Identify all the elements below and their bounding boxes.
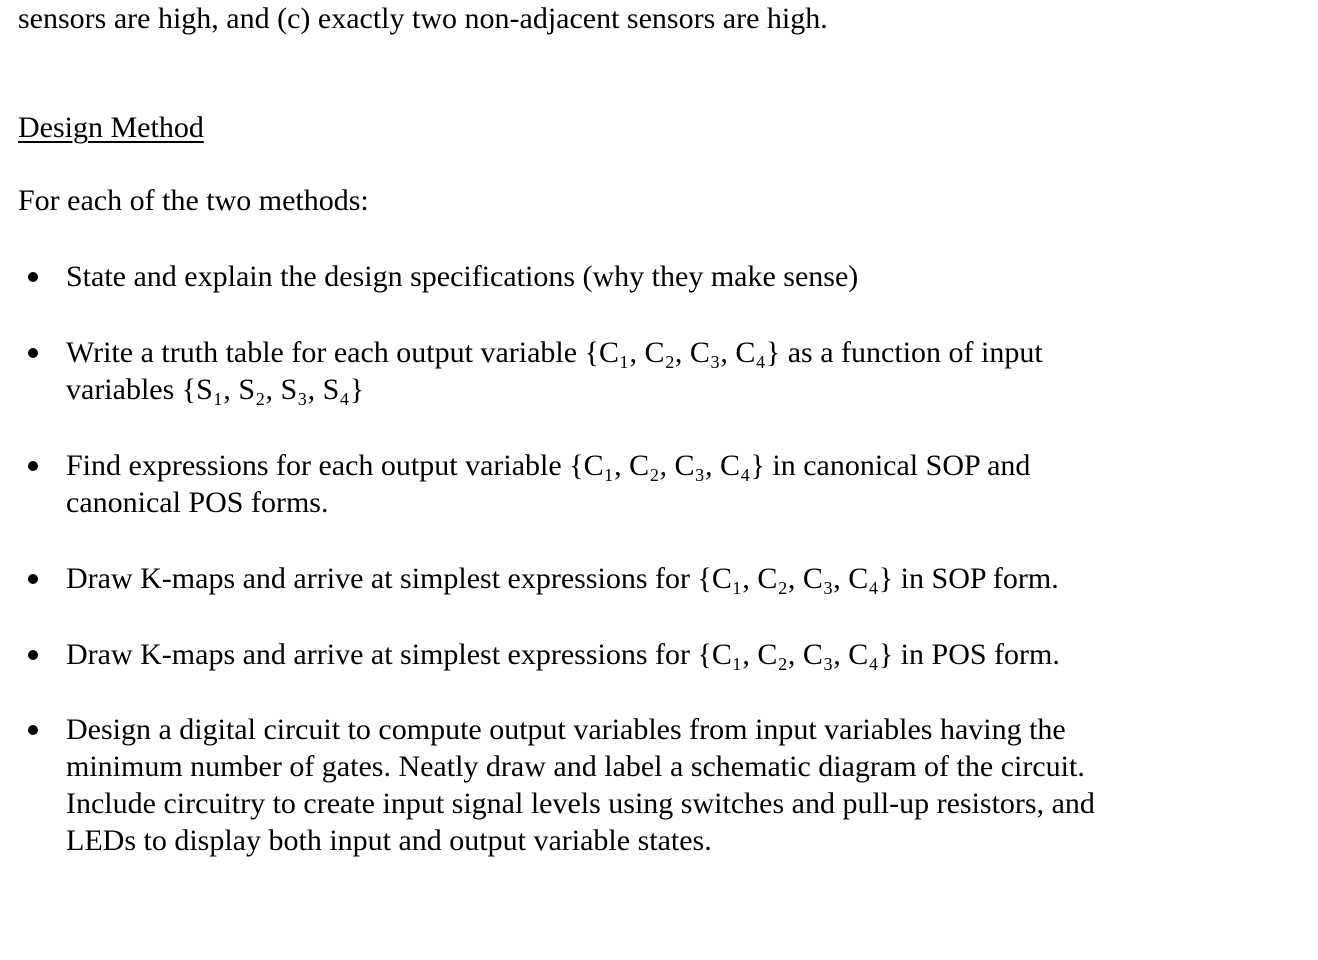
bullet-line: variables {S₁, S₂, S₃, S₄} <box>66 373 365 406</box>
bullet-line: Draw K-maps and arrive at simplest expressions for {C₁, C₂, C₃, C₄} in SOP form. <box>66 562 1059 595</box>
bullet-line: Find expressions for each output variable {C₁, C₂, C₃, C₄} in canonical SOP and <box>66 449 1031 482</box>
bullet-line: Include circuitry to create input signal levels using switches and pull-up resistors, and <box>66 787 1095 820</box>
bullet-line: State and explain the design specifications (why they make sense) <box>66 260 859 293</box>
bullet-text <box>66 711 1296 859</box>
bullet-icon <box>28 348 38 358</box>
bullet-line: Draw K-maps and arrive at simplest expressions for {C₁, C₂, C₃, C₄} in POS form. <box>66 638 1060 671</box>
bullet-line: canonical POS forms. <box>66 486 329 519</box>
section-heading: Design Method <box>18 111 204 144</box>
bullet-text <box>66 258 1296 295</box>
bullet-line: minimum number of gates. Neatly draw and label a schematic diagram of the circuit. <box>66 750 1085 783</box>
bullet-text <box>66 334 1296 408</box>
bullet-text <box>66 447 1296 521</box>
bullet-text <box>66 636 1296 673</box>
bullet-line: LEDs to display both input and output variable states. <box>66 824 712 857</box>
bullet-icon <box>28 650 38 660</box>
bullet-icon <box>28 272 38 282</box>
bullet-line: Write a truth table for each output variable {C₁, C₂, C₃, C₄} as a function of input <box>66 336 1043 369</box>
bullet-icon <box>28 574 38 584</box>
bullet-text <box>66 560 1296 597</box>
bullet-line: Design a digital circuit to compute output variables from input variables having the <box>66 713 1066 746</box>
bullet-icon <box>28 725 38 735</box>
bullet-icon <box>28 461 38 471</box>
intro-fragment: sensors are high, and (c) exactly two non-adjacent sensors are high. <box>18 2 828 35</box>
lead-sentence: For each of the two methods: <box>18 184 369 217</box>
